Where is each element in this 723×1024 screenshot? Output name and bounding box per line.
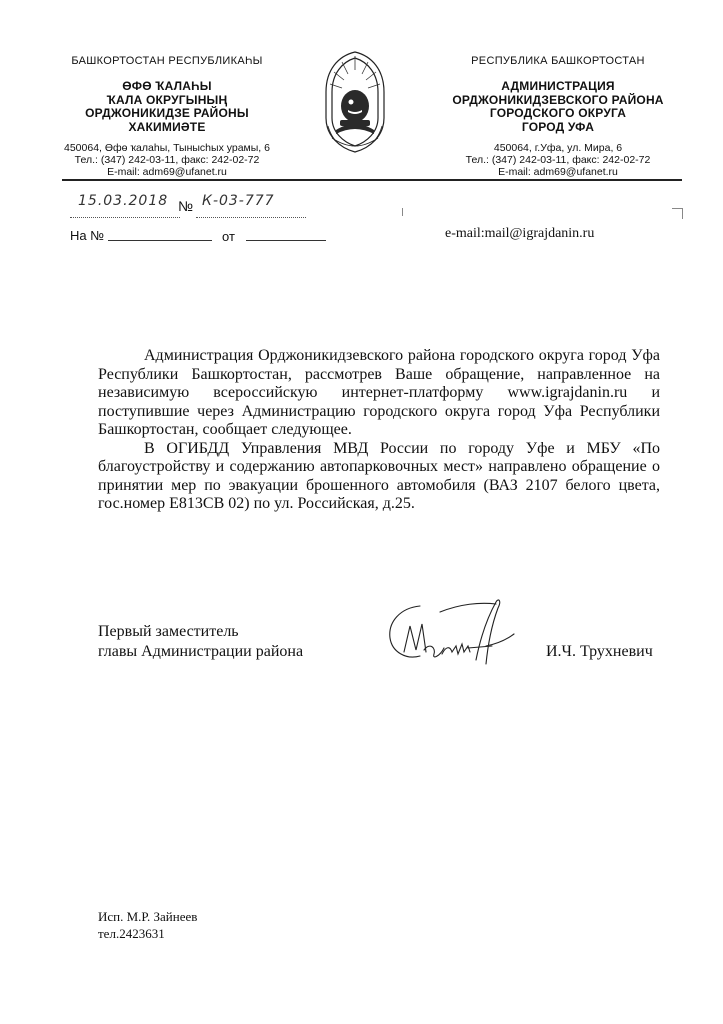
outgoing-number-label: № [178,198,194,214]
signatory-position-line-1: Первый заместитель [98,623,239,640]
handwritten-signature [380,590,540,680]
header-right-address: 450064, г.Уфа, ул. Мира, 6 [493,142,623,154]
signatory-name: И.Ч. Трухневич [546,643,653,660]
header-right [440,55,676,178]
letter-body [98,347,660,514]
header-left-phone: Тел.: (347) 242-03-11, факс: 242-02-72 [74,154,260,166]
address-corner-mark-left [402,208,403,216]
signatory-position [98,622,358,662]
incoming-date-label: от [222,229,235,244]
header-divider [62,179,682,181]
header-left [52,55,282,178]
coat-of-arms-emblem [318,48,392,156]
executor-block [98,908,197,942]
executor-phone: тел.2423631 [98,926,165,941]
header-right-title-1: АДМИНИСТРАЦИЯ [501,79,615,93]
recipient-email: e-mail:mail@igrajdanin.ru [445,226,595,241]
outgoing-number-field [196,193,306,218]
header-right-country: РЕСПУБЛИКА БАШКОРТОСТАН [471,55,645,67]
body-paragraph-1: Администрация Орджоникидзевского района городского округа город Уфа Республики Башкортостан, рассмотрев Ваше обращение, направленное на независимую всероссийскую интернет-платформу www.igrajdanin.ru и поступившие через Администрацию городского округа город Уфа Республики Башкортостан, сообщает следующее. [98,347,660,438]
header-left-address: 450064, Өфө ҡалаһы, Тынысһых урамы, 6 [64,142,270,154]
outgoing-date-handwritten: 15.03.2018 [78,193,169,209]
outgoing-date-field [70,193,180,218]
header-left-title-1: ӨФӨ ҠАЛАҺЫ [122,79,212,93]
header-left-title-3: ОРДЖОНИКИДЗЕ РАЙОНЫ [85,106,249,120]
header-left-email: E-mail: adm69@ufanet.ru [107,166,227,178]
header-right-title-4: ГОРОД УФА [521,119,595,134]
header-right-title-2: ОРДЖОНИКИДЗЕВСКОГО РАЙОНА [452,92,664,107]
signatory-position-line-2: главы Администрации района [98,643,304,660]
header-left-title-2: ҠАЛА ОКРУГЫНЫҢ [106,92,228,107]
incoming-number-label: На № [70,228,105,243]
incoming-number-field [108,240,212,241]
body-paragraph-2: В ОГИБДД Управления МВД России по городу Уфе и МБУ «По благоустройству и содержанию автопарковочных мест» направлено обращение о принятии мер по эвакуации брошенного автомобиля (ВАЗ 2107 белого цвета, гос.номер Е813СВ 02) по ул. Российская, д.25. [98,439,660,512]
outgoing-number-handwritten: К-03-777 [202,193,275,209]
header-left-country: БАШКОРТОСТАН РЕСПУБЛИКАҺЫ [71,55,263,67]
address-corner-mark-right [672,208,683,219]
header-right-email: E-mail: adm69@ufanet.ru [498,166,618,178]
executor-name: Исп. М.Р. Зайнеев [98,909,198,924]
incoming-date-field [246,240,326,241]
header-right-title-3: ГОРОДСКОГО ОКРУГА [489,106,627,120]
header-left-title-4: ХАКИМИӘТЕ [128,119,206,134]
header-right-phone: Тел.: (347) 242-03-11, факс: 242-02-72 [465,154,651,166]
